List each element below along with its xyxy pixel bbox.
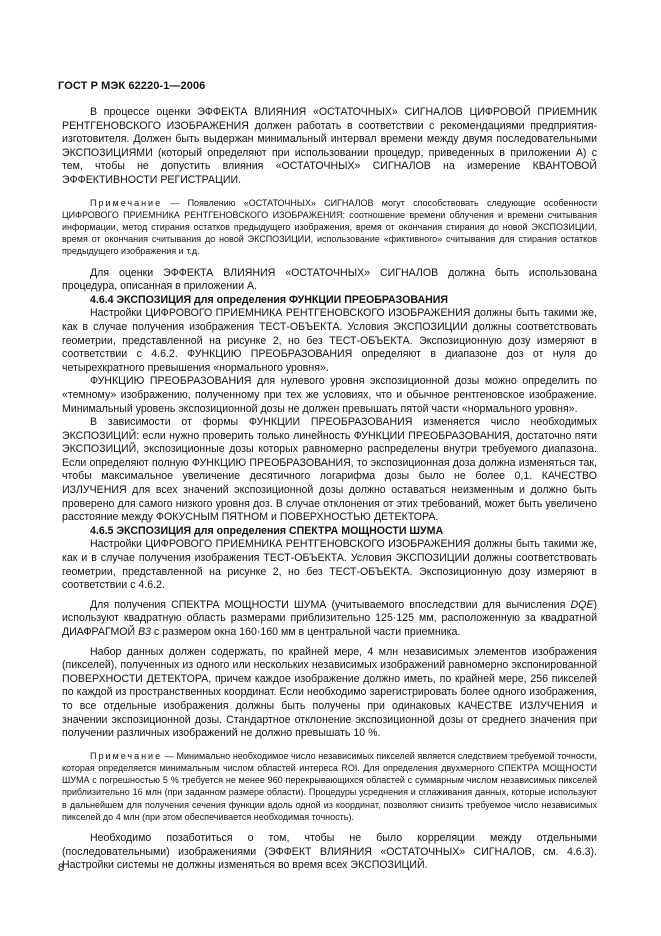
paragraph-conversion-settings: Настройки ЦИФРОВОГО ПРИЕМНИКА РЕНТГЕНОВСКОГО ИЗОБРАЖЕНИЯ должны быть такими же, как в случае получения изображения ТЕСТ-ОБЪЕКТА. Условия ЭКСПОЗИЦИИ должны соответствовать геометрии, представленной на рисунке 2, но без ТЕСТ-ОБЪЕКТА. Экспозиционную дозу измеряют в соответствии с 4.6.2. ФУНКЦИЮ ПРЕОБРАЗОВАНИЯ определяют в диапазоне доз от нуля до четырехкратного превышения «нормального уровня». [62, 307, 597, 374]
section-heading-text: 4.6.4 ЭКСПОЗИЦИЯ для определения ФУНКЦИИ ПРЕОБРАЗОВАНИЯ [90, 293, 449, 306]
note-label: Примечание [90, 750, 163, 761]
page-number: 8 [58, 862, 65, 874]
paragraph-noise-dataset: Набор данных должен содержать, по крайней мере, 4 млн независимых элементов изображения (пикселей), полученных из одного или нескольких независимых изображений равномерно экспонированной ПОВЕРХНОСТИ ДЕТЕКТОРА, причем каждое изображение должно иметь, по крайней мере, 256 пикселей по каждой из пространственных координат. Если необходимо зарегистрировать более одного изображения, то все отдельные изображения должны быть получены при одинаковых КАЧЕСТВЕ ИЗЛУЧЕНИЯ и значении экспозиционной дозы. Стандартное отклонение экспозиционной дозы от среднего значения при получении различных изображений не должно превышать 10 %. [62, 645, 597, 740]
document-body [62, 106, 597, 873]
note-text: — Появлению «ОСТАТОЧНЫХ» СИГНАЛОВ могут способствовать следующие особенности ЦИФРОВОГО ПРИЕМНИКА РЕНТГЕНОВСКОГО ИЗОБРАЖЕНИЯ: соотношение времени облучения и времени считывания информации, метод стирания остатков предыдущего изображения, время от окончания стирания до новой ЭКСПОЗИЦИИ, время от окончания считывания до новой ЭКСПОЗИЦИИ, использование «фиктивного» считывания для стирания остатков предыдущего изображения и т.д. [62, 197, 597, 257]
paragraph-residual-procedure: Для оценки ЭФФЕКТА ВЛИЯНИЯ «ОСТАТОЧНЫХ» СИГНАЛОВ должна быть использована процедура, описанная в приложении А. [62, 266, 597, 293]
diaphragm-term: B3 [138, 626, 152, 639]
section-heading-4-6-4 [62, 294, 597, 308]
paragraph-noise-correlation: Необходимо позаботиться о том, чтобы не было корреляции между отдельными (последовательными) изображениями (ЭФФЕКТ ВЛИЯНИЯ «ОСТАТОЧНЫХ» СИГНАЛОВ, см. 4.6.3). Настройки системы не должны изменяться во время всех ЭКСПОЗИЦИЙ. [62, 831, 597, 872]
document-header: ГОСТ Р МЭК 62220-1—2006 [58, 80, 206, 92]
section-heading-4-6-5 [62, 525, 597, 539]
text-fragment: с размером окна 160·160 мм в центральной части приемника. [151, 626, 461, 639]
text-fragment: ) используют квадратную область размерами приблизительно 125·125 мм, расположенную за квадратной ДИАФРАГМОЙ [62, 598, 597, 639]
note-label: Примечание [90, 197, 163, 208]
note-noise-pixels [62, 750, 597, 823]
dqe-term: DQE [570, 598, 594, 611]
note-text: — Минимально необходимое число независимых пикселей является следствием требуемой точности, которая определяется минимальным числом областей интереса ROI. Для определения двухмерного СПЕКТРА МОЩНОСТИ ШУМА с погрешностью 5 % требуется не менее 960 перекрывающихся областей с суммарным числом независимых пикселей приблизительно 16 млн (при заданном размере области). Процедуры усреднения и сглаживания данных, которые используют в дальнейшем для получения сечения функции вдоль одной из координат, позволяют снизить требуемое число независимых пикселей до 4 млн (при этом обеспечивается необходимая точность). [62, 750, 597, 822]
paragraph-conversion-exposures: В зависимости от формы ФУНКЦИИ ПРЕОБРАЗОВАНИЯ изменяется число необходимых ЭКСПОЗИЦИЙ: если нужно проверить только линейность ФУНКЦИИ ПРЕОБРАЗОВАНИЯ, достаточно пяти ЭКСПОЗИЦИЙ, экспозиционные дозы которых равномерно распределены внутри требуемого диапазона. Если определяют полную ФУНКЦИЮ ПРЕОБРАЗОВАНИЯ, то экспозиционная доза должна изменяться так, чтобы максимальное увеличение десятичного логарифма дозы было не более 0,1. КАЧЕСТВО ИЗЛУЧЕНИЯ для всех значений экспозиционной дозы должно оставаться неизменным и должно быть проверено для самого низкого уровня доз. В случае отклонения от этих требований, может быть увеличено расстояние между ФОКУСНЫМ ПЯТНОМ и ПОВЕРХНОСТЬЮ ДЕТЕКТОРА. [62, 416, 597, 524]
text-fragment: Для получения СПЕКТРА МОЩНОСТИ ШУМА (учитываемого впоследствии для вычисления [90, 598, 571, 611]
paragraph-conversion-zero-dose: ФУНКЦИЮ ПРЕОБРАЗОВАНИЯ для нулевого уровня экспозиционной дозы можно определить по «темному» изображению, полученному при тех же условиях, что и обычное рентгеновское изображение. Минимальный уровень экспозиционной дозы не должен превышать пятой части «нормального уровня». [62, 375, 597, 415]
paragraph-noise-area [62, 599, 597, 640]
note-residual-signals [62, 197, 597, 258]
section-heading-text: 4.6.5 ЭКСПОЗИЦИЯ для определения СПЕКТРА МОЩНОСТИ ШУМА [90, 524, 444, 537]
paragraph-residual-signals: В процессе оценки ЭФФЕКТА ВЛИЯНИЯ «ОСТАТОЧНЫХ» СИГНАЛОВ ЦИФРОВОЙ ПРИЕМНИК РЕНТГЕНОВСКОГО ИЗОБРАЖЕНИЯ должен работать в соответствии с рекомендациями предприятия-изготовителя. Должен быть выдержан минимальный интервал времени между двумя последовательными ЭКСПОЗИЦИЯМИ (который определяют при использовании процедур, приведенных в приложении А) с тем, чтобы не допустить влияния «ОСТАТОЧНЫХ» СИГНАЛОВ на измерение КВАНТОВОЙ ЭФФЕКТИВНОСТИ РЕГИСТРАЦИИ. [62, 106, 597, 186]
paragraph-noise-settings: Настройки ЦИФРОВОГО ПРИЕМНИКА РЕНТГЕНОВСКОГО ИЗОБРАЖЕНИЯ должны быть такими же, как и в случае получения изображения ТЕСТ-ОБЪЕКТА. Условия ЭКСПОЗИЦИИ должны соответствовать геометрии, представленной на рисунке 2, но без ТЕСТ-ОБЪЕКТА. Экспозиционную дозу измеряют в соответствии с 4.6.2. [62, 538, 597, 592]
